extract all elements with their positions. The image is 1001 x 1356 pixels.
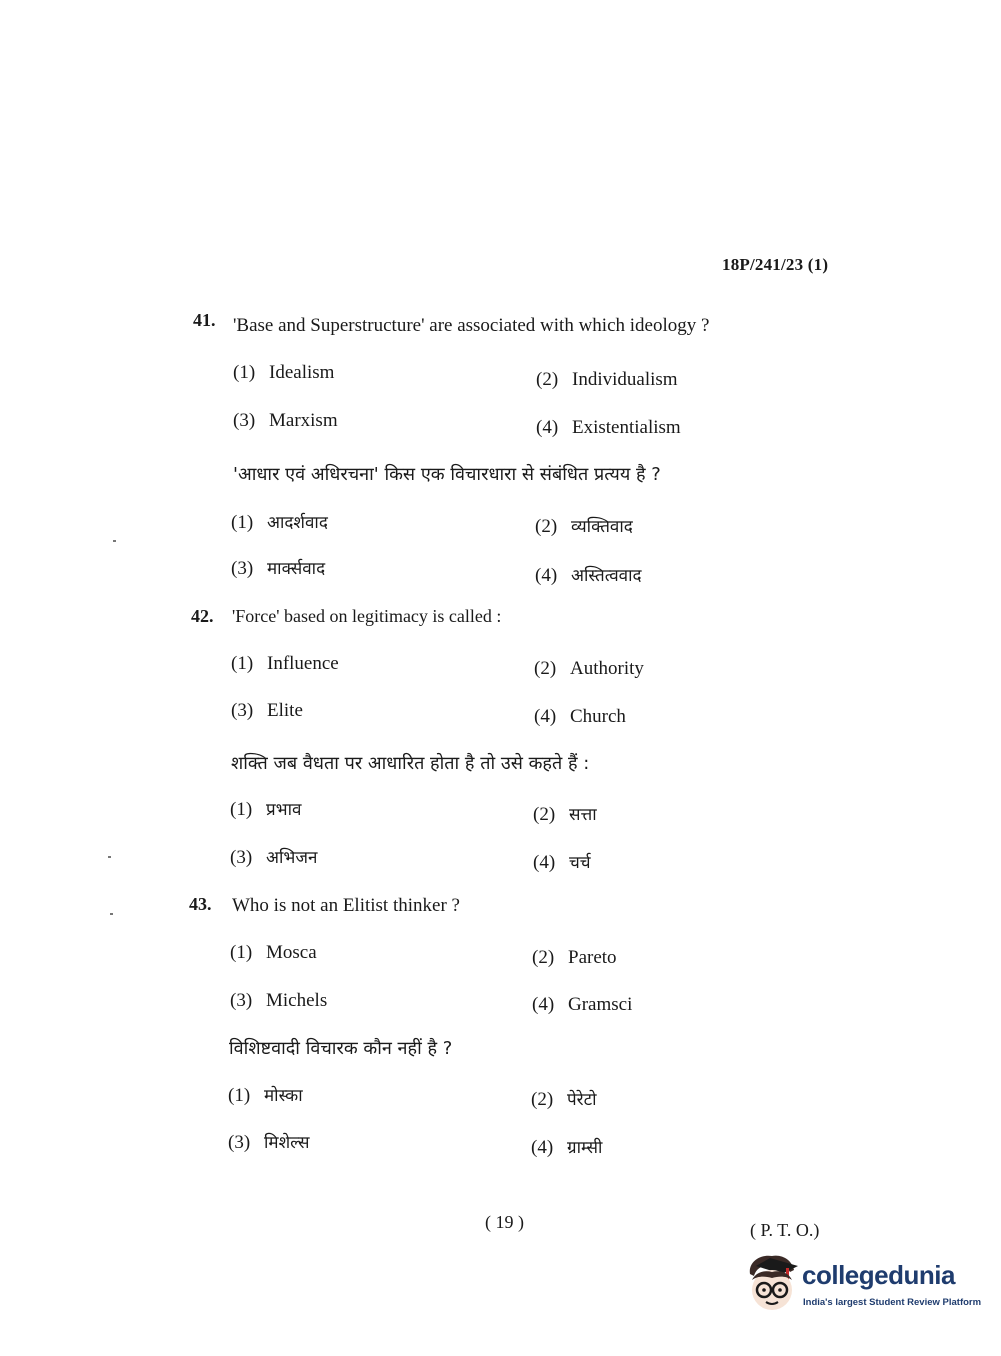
option-3: (3) Marxism: [233, 410, 338, 431]
hindi-option-1: (1) आदर्शवाद: [231, 512, 328, 533]
option-1: (1) Influence: [231, 653, 339, 674]
hindi-option-4: (4) अस्तित्ववाद: [535, 565, 642, 586]
option-1: (1) Mosca: [230, 942, 317, 963]
question-text-hindi: शक्ति जब वैधता पर आधारित होता है तो उसे कहते हैं :: [231, 753, 590, 774]
pto-label: ( P. T. O.): [750, 1220, 820, 1240]
question-number: 42.: [191, 606, 214, 626]
hindi-option-3: (3) मार्क्सवाद: [231, 558, 326, 579]
scan-speck: [110, 913, 113, 915]
logo-tagline: India's largest Student Review Platform: [803, 1297, 982, 1308]
collegedunia-logo[interactable]: [742, 1252, 982, 1316]
hindi-option-2: (2) व्यक्तिवाद: [535, 516, 633, 537]
hindi-option-2: (2) पेरेटो: [531, 1089, 597, 1110]
hindi-option-3: (3) अभिजन: [230, 847, 318, 868]
option-2: (2) Pareto: [532, 947, 617, 968]
hindi-option-2: (2) सत्ता: [533, 804, 597, 825]
option-1: (1) Idealism: [233, 362, 335, 383]
question-number: 41.: [193, 310, 216, 330]
option-4: (4) Existentialism: [536, 417, 681, 438]
hindi-option-4: (4) चर्च: [533, 852, 591, 873]
mascot-icon: [742, 1252, 802, 1316]
question-text-hindi: विशिष्टवादी विचारक कौन नहीं है ?: [229, 1038, 453, 1059]
option-4: (4) Gramsci: [532, 994, 633, 1015]
page-number: ( 19 ): [485, 1212, 524, 1232]
hindi-option-4: (4) ग्राम्सी: [531, 1137, 603, 1158]
hindi-option-1: (1) मोस्का: [228, 1085, 303, 1106]
hindi-option-3: (3) मिशेल्स: [228, 1132, 310, 1153]
question-text: 'Force' based on legitimacy is called :: [232, 606, 502, 626]
question-text-hindi: 'आधार एवं अधिरचना' किस एक विचारधारा से संबंधित प्रत्यय है ?: [233, 464, 661, 485]
option-2: (2) Authority: [534, 658, 644, 679]
question-text: Who is not an Elitist thinker ?: [232, 895, 460, 916]
question-text: 'Base and Superstructure' are associated with which ideology ?: [233, 315, 710, 336]
paper-code: 18P/241/23 (1): [722, 255, 829, 274]
hindi-option-1: (1) प्रभाव: [230, 799, 302, 820]
question-number: 43.: [189, 894, 212, 914]
logo-wordmark: collegedunia: [802, 1260, 955, 1290]
option-3: (3) Elite: [231, 700, 303, 721]
option-3: (3) Michels: [230, 990, 328, 1011]
scan-speck: [113, 540, 116, 542]
scan-speck: [108, 856, 111, 858]
option-4: (4) Church: [534, 706, 626, 727]
option-2: (2) Individualism: [536, 369, 678, 390]
